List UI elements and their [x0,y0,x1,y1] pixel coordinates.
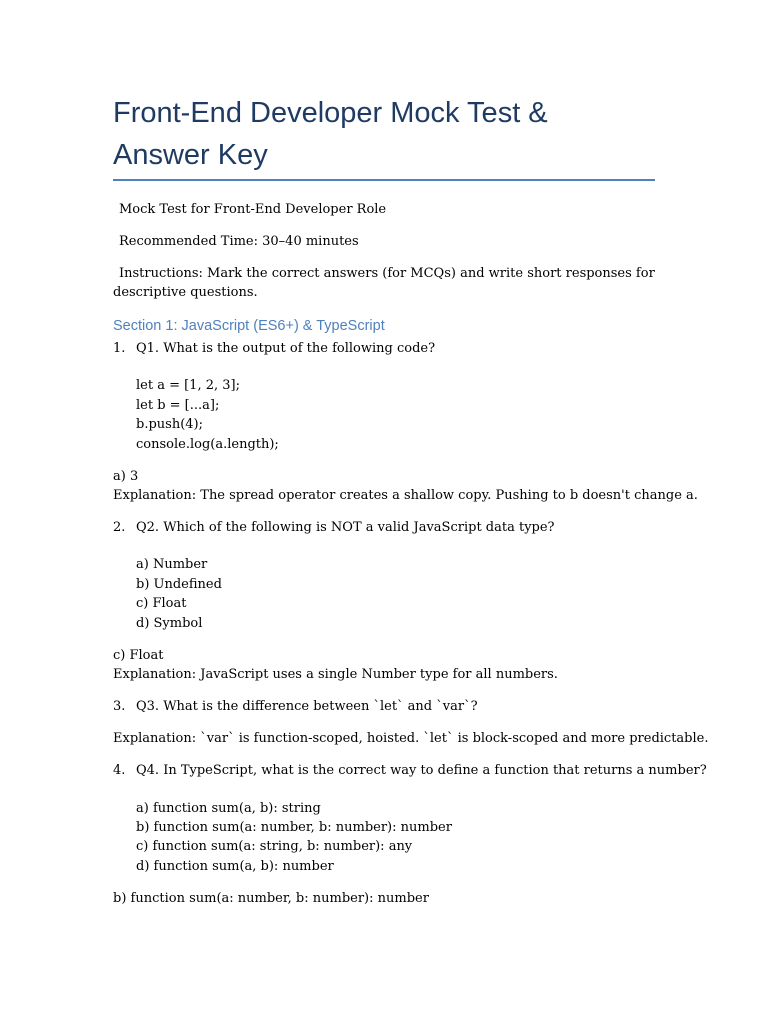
intro-time: Recommended Time: 30–40 minutes [119,234,359,249]
title-line-1: Front-End Developer Mock Test & [113,97,548,129]
q2-option: c) Float [136,596,187,611]
q4-option: b) function sum(a: number, b: number): number [136,820,452,835]
q2-explanation: Explanation: JavaScript uses a single Number type for all numbers. [113,667,558,682]
intro-instructions-line2: descriptive questions. [113,285,258,300]
q2-answer: c) Float [113,648,164,663]
title-line-2: Answer Key [113,139,268,171]
q2-number: 2. [113,520,126,535]
q4-number: 4. [113,763,126,778]
title-underline [113,179,655,181]
q3-number: 3. [113,699,126,714]
q2-option: d) Symbol [136,616,203,631]
q4-option: d) function sum(a, b): number [136,859,334,874]
q2-text: Q2. Which of the following is NOT a valid JavaScript data type? [136,520,555,535]
q1-code-line: b.push(4); [136,417,203,432]
q1-answer: a) 3 [113,469,139,484]
q1-text: Q1. What is the output of the following code? [136,341,436,356]
q3-text: Q3. What is the difference between `let` and `var`? [136,699,478,714]
q1-code-line: console.log(a.length); [136,437,279,452]
intro-role: Mock Test for Front-End Developer Role [119,202,387,217]
q3-explanation: Explanation: `var` is function-scoped, hoisted. `let` is block-scoped and more predictable. [113,731,709,746]
q1-code-line: let a = [1, 2, 3]; [136,378,240,393]
q1-number: 1. [113,341,126,356]
q2-option: b) Undefined [136,577,222,592]
q4-option: c) function sum(a: string, b: number): any [136,839,413,854]
section-1-heading: Section 1: JavaScript (ES6+) & TypeScript [113,318,385,334]
q1-code-line: let b = [...a]; [136,398,220,413]
q2-option: a) Number [136,557,208,572]
q1-explanation: Explanation: The spread operator creates a shallow copy. Pushing to b doesn't change a. [113,488,698,503]
q4-text: Q4. In TypeScript, what is the correct way to define a function that returns a number? [136,763,707,778]
q4-answer: b) function sum(a: number, b: number): number [113,891,429,906]
q4-option: a) function sum(a, b): string [136,801,321,816]
document-title [113,92,658,176]
intro-instructions-line1: Instructions: Mark the correct answers (for MCQs) and write short responses for [119,266,655,281]
